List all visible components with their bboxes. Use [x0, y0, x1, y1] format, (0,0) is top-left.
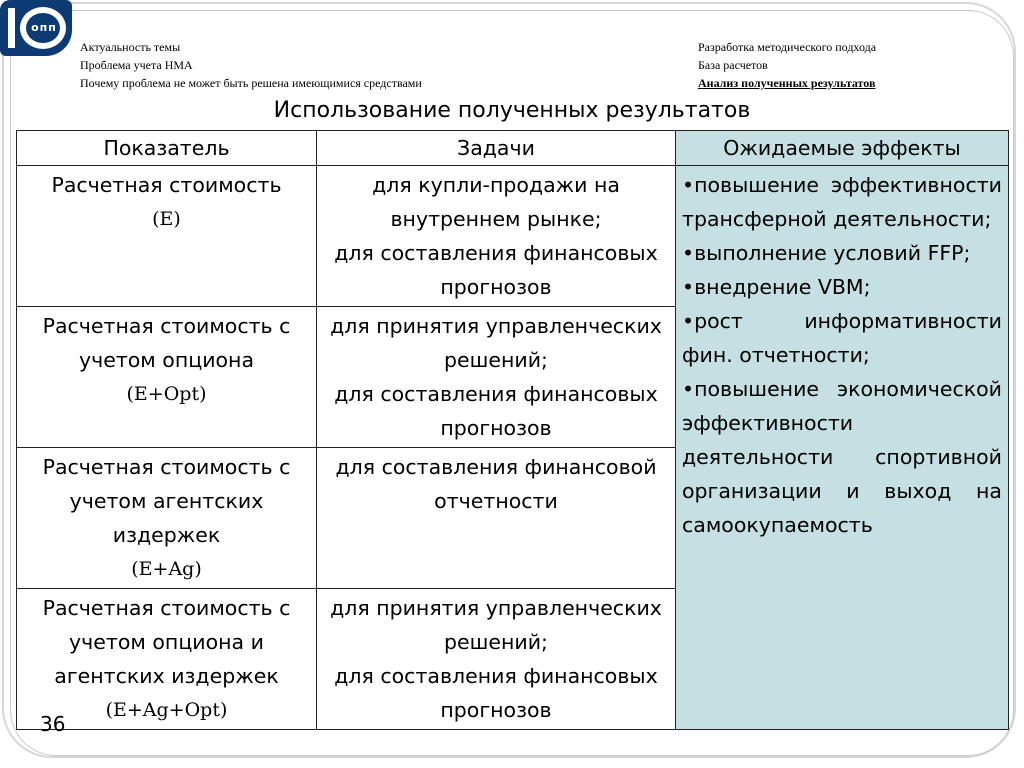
task-item: для составления финансовой отчетности: [335, 455, 657, 513]
task-item: для принятия управленческих решений;: [330, 596, 662, 654]
logo-text: опп: [31, 21, 57, 34]
tasks-cell: [317, 307, 676, 448]
task-item: для составления финансовых прогнозов: [334, 664, 658, 722]
indicator-code: (E+Ag+Opt): [105, 699, 228, 721]
effect-item: •повышение экономической эффективности деятельности спортивной организации и выход на самоокупаемость: [682, 377, 1002, 537]
effect-item: •выполнение условий FFP;: [682, 241, 971, 265]
header-effects: Ожидаемые эффекты: [676, 131, 1009, 166]
nav-item-results-analysis[interactable]: Анализ полученных результатов: [698, 76, 876, 90]
nav-item-relevance[interactable]: Актуальность темы: [80, 40, 181, 54]
header-tasks: Задачи: [317, 131, 676, 166]
indicator-cell: [17, 589, 317, 730]
task-item: для составления финансовых прогнозов: [334, 241, 658, 299]
results-table: [16, 130, 1009, 730]
indicator-label: Расчетная стоимость с учетом опциона и агентских издержек: [42, 596, 291, 688]
effects-cell: [676, 166, 1009, 730]
nav-right: [698, 38, 876, 92]
task-item: для купли-продажи на внутреннем рынке;: [372, 173, 620, 231]
indicator-cell: [17, 307, 317, 448]
logo: [0, 0, 72, 56]
slide-title: Использование полученных результатов: [273, 98, 751, 123]
indicator-cell: [17, 448, 317, 589]
logo-bar: [8, 8, 15, 48]
nav-item-why-problem[interactable]: Почему проблема не может быть решена имеющимися средствами: [80, 76, 422, 90]
indicator-label: Расчетная стоимость: [51, 173, 282, 197]
nav-item-accounting-problem[interactable]: Проблема учета НМА: [80, 58, 193, 72]
effect-item: •повышение эффективности трансферной деятельности;: [682, 173, 1002, 231]
indicator-cell: [17, 166, 317, 307]
indicator-code: (E): [152, 208, 181, 230]
tasks-cell: [317, 448, 676, 589]
nav-item-method-development[interactable]: Разработка методического подхода: [698, 40, 877, 54]
tasks-cell: [317, 166, 676, 307]
table-row: [17, 166, 1009, 307]
indicator-code: (E+Ag): [131, 558, 202, 580]
page-number: 36: [40, 712, 66, 736]
task-item: для принятия управленческих решений;: [330, 314, 662, 372]
tasks-cell: [317, 589, 676, 730]
effect-item: •внедрение VBM;: [682, 275, 871, 299]
task-item: для составления финансовых прогнозов: [334, 382, 658, 440]
indicator-label: Расчетная стоимость с учетом опциона: [42, 314, 291, 372]
indicator-label: Расчетная стоимость с учетом агентских издержек: [42, 455, 291, 547]
indicator-code: (E+Opt): [126, 383, 207, 405]
table-header-row: [17, 131, 1009, 166]
nav-left: [80, 38, 422, 92]
nav-item-calculation-base[interactable]: База расчетов: [698, 58, 768, 72]
header-indicator: Показатель: [17, 131, 317, 166]
effect-item: •рост информативности фин. отчетности;: [682, 309, 1002, 367]
